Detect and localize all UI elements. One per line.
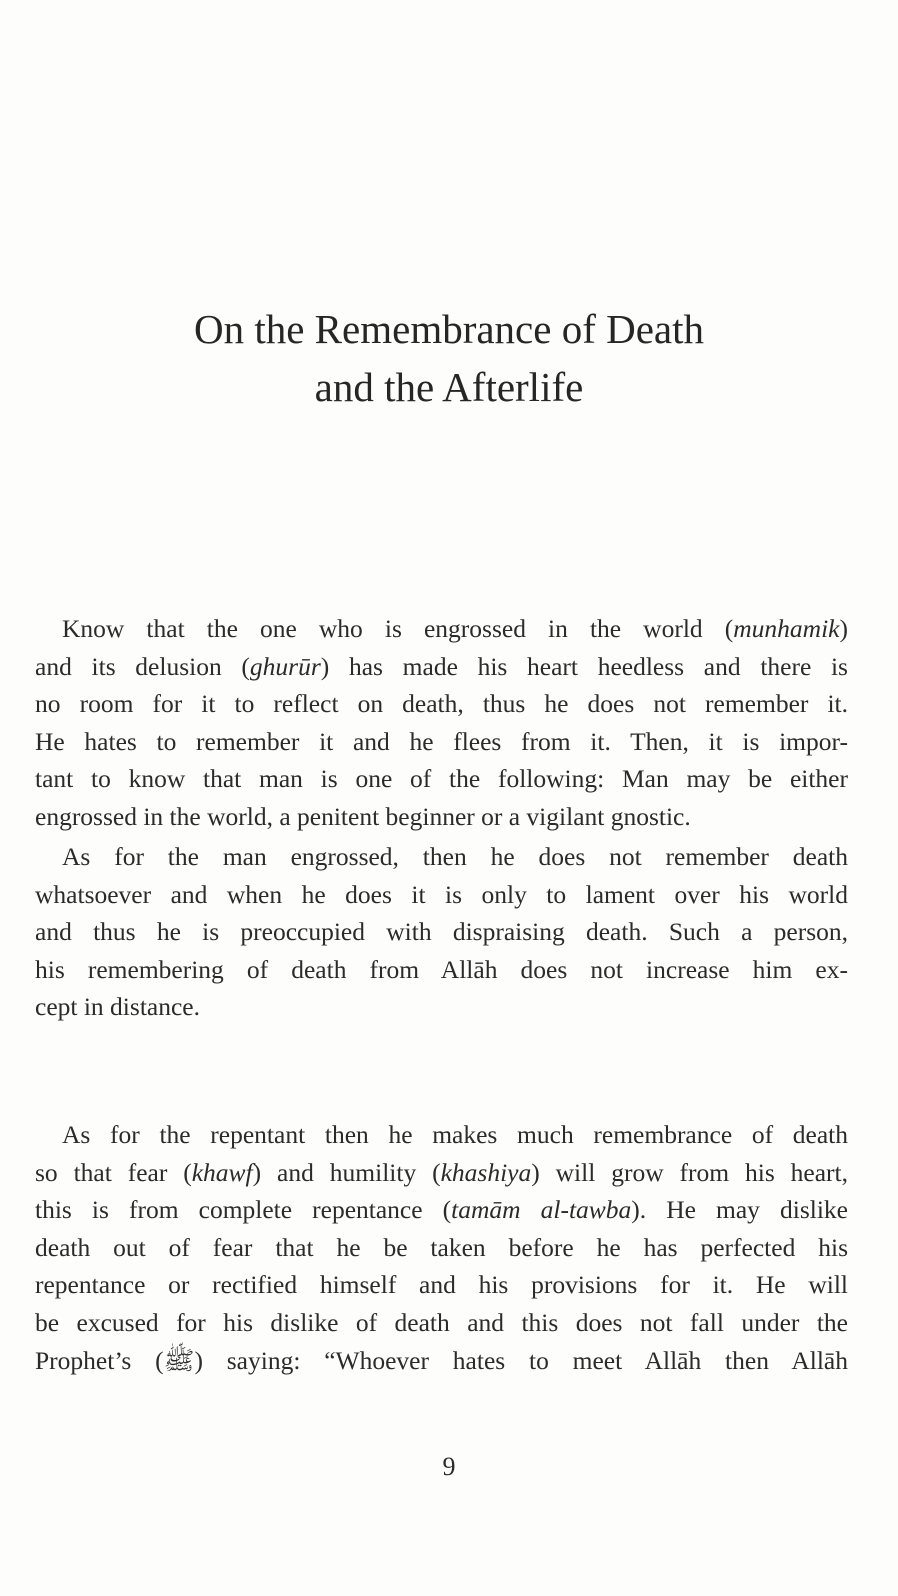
text-segment: ). He may dislike xyxy=(631,1195,848,1225)
paragraph-2 xyxy=(35,838,848,1026)
chapter-title-line: and the Afterlife xyxy=(314,364,584,410)
text-line xyxy=(35,951,848,989)
text-segment: ) has made his heart heedless and there is xyxy=(320,651,848,681)
text-line xyxy=(35,876,848,914)
page-number: 9 xyxy=(442,1452,456,1481)
text-segment: and its delusion ( xyxy=(35,651,250,681)
text-line xyxy=(35,1191,848,1229)
transliterated-term: ghurūr xyxy=(249,651,321,681)
text-segment: death out of fear that he be taken before he has perfected his xyxy=(35,1232,848,1262)
transliterated-term: khawf xyxy=(191,1157,253,1187)
transliterated-term: tamām al-tawba xyxy=(451,1195,632,1225)
text-line xyxy=(35,1116,848,1154)
text-segment: He hates to remember it and he flees from it. Then, it is impor- xyxy=(35,726,848,756)
text-segment: his remembering of death from Allāh does not increase him ex- xyxy=(35,954,848,984)
transliterated-term: munhamik xyxy=(733,614,840,643)
text-line xyxy=(35,1342,848,1380)
text-segment: As for the man engrossed, then he does not remember death xyxy=(62,842,848,871)
text-line xyxy=(35,648,848,686)
text-line xyxy=(35,1229,848,1267)
text-segment: be excused for his dislike of death and this does not fall under the xyxy=(35,1307,848,1337)
text-segment: ) and humility ( xyxy=(252,1157,441,1187)
text-segment: cept in distance. xyxy=(35,992,200,1022)
paragraph-1 xyxy=(35,610,848,836)
text-line xyxy=(35,723,848,761)
text-line xyxy=(35,760,848,798)
text-segment: ) xyxy=(839,614,848,643)
text-segment: Prophet’s (ﷺ) saying: “Whoever hates to meet Allāh then Allāh xyxy=(35,1345,848,1375)
paragraph-3 xyxy=(35,1116,848,1379)
text-segment: tant to know that man is one of the following: Man may be either xyxy=(35,764,848,794)
text-line xyxy=(35,1154,848,1192)
text-segment: As for the repentant then he makes much remembrance of death xyxy=(62,1120,848,1149)
transliterated-term: khashiya xyxy=(440,1157,532,1187)
text-segment: ) will grow from his heart, xyxy=(531,1157,848,1187)
chapter-title-line: On the Remembrance of Death xyxy=(193,306,705,352)
text-line xyxy=(35,838,848,876)
text-segment: no room for it to reflect on death, thus he does not remember it. xyxy=(35,689,848,719)
text-line xyxy=(35,913,848,951)
text-segment: repentance or rectified himself and his provisions for it. He will xyxy=(35,1270,848,1300)
text-line xyxy=(35,1266,848,1304)
text-line xyxy=(35,988,848,1026)
text-segment: this is from complete repentance ( xyxy=(35,1195,452,1225)
text-segment: and thus he is preoccupied with dispraising death. Such a person, xyxy=(35,917,848,947)
text-line xyxy=(35,1304,848,1342)
text-line xyxy=(35,798,848,836)
chapter-title xyxy=(0,300,898,416)
text-segment: so that fear ( xyxy=(35,1157,192,1187)
text-line xyxy=(35,685,848,723)
text-segment: whatsoever and when he does it is only to lament over his world xyxy=(35,879,848,909)
text-line xyxy=(35,610,848,648)
text-segment: Know that the one who is engrossed in the world ( xyxy=(62,614,734,643)
text-segment: engrossed in the world, a penitent beginner or a vigilant gnostic. xyxy=(35,801,691,831)
